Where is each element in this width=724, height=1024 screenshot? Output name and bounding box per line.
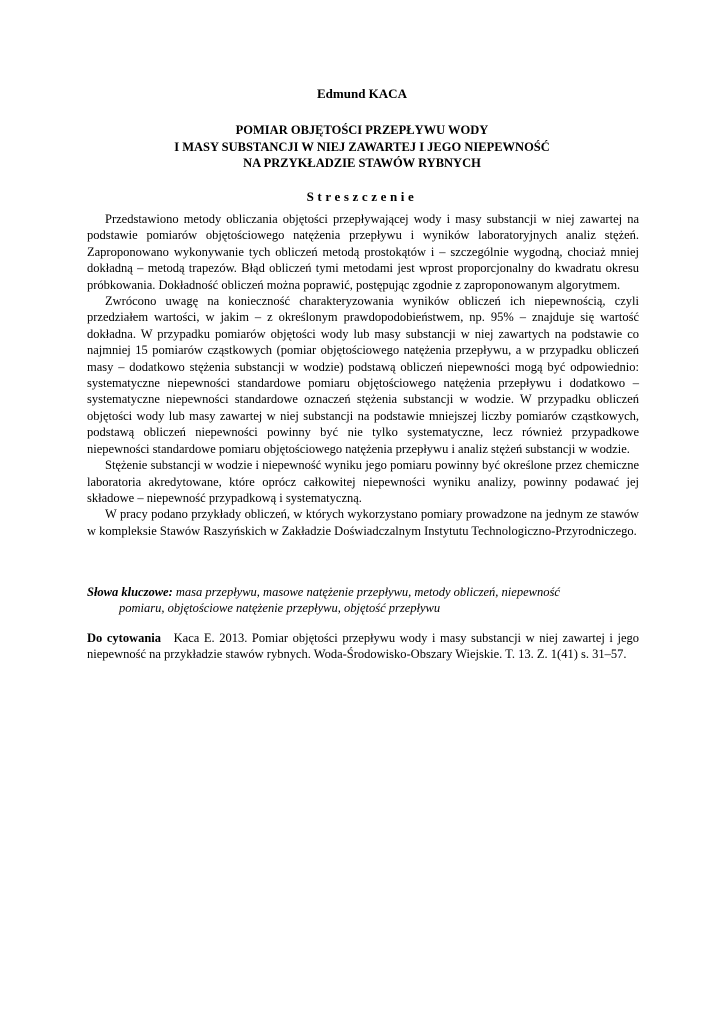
citation-block xyxy=(87,630,639,663)
paper-title xyxy=(0,122,724,172)
keywords-label: Słowa kluczowe: xyxy=(87,585,176,599)
citation-text: Kaca E. 2013. Pomiar objętości przepływu wody i masy substancji w niej zawartej i jego niepewność na przykładzie stawów rybnych. Woda-Środowisko-Obszary Wiejskie. T. 13. Z. 1(41) s. 31–57. xyxy=(87,631,640,662)
title-line-3: NA PRZYKŁADZIE STAWÓW RYBNYCH xyxy=(243,156,481,170)
author-name: Edmund KACA xyxy=(317,86,407,101)
keywords-line-1: masa przepływu, masowe natężenie przepływu, metody obliczeń, niepewność xyxy=(175,585,560,599)
keywords-line-2: pomiaru, objętościowe natężenie przepływu, objętość przepływu xyxy=(119,601,441,616)
title-line-2: I MASY SUBSTANCJI W NIEJ ZAWARTEJ I JEGO NIEPEWNOŚĆ xyxy=(174,139,550,154)
abstract-paragraph: Przedstawiono metody obliczania objętości przepływającej wody i masy substancji w niej zawartej na podstawie pomiarów objętościowego natężenia przepływu i wyników laboratoryjnych analiz stężeń. Zaproponowano wykonywanie tych obliczeń metodą prostokątów i – szczególnie wygodną, chociaż mniej dokładną – metodą trapezów. Błąd obliczeń tymi metodami jest wprost proporcjonalny do kwadratu okresu próbkowania. Dokładność obliczeń można poprawić, postępując zgodnie z zaproponowanym algorytmem. xyxy=(87,212,639,292)
abstract-heading: Streszczenie xyxy=(306,189,418,204)
citation-label: Do cytowania xyxy=(87,631,162,645)
title-line-1: POMIAR OBJĘTOŚCI PRZEPŁYWU WODY xyxy=(235,123,489,137)
abstract-paragraph: W pracy podano przykłady obliczeń, w których wykorzystano pomiary prowadzone na jednym ze stawów w kompleksie Stawów Raszyńskich w Zakładzie Doświadczalnym Instytutu Technologiczno-Przyrodniczego. xyxy=(87,507,639,538)
abstract-paragraph: Stężenie substancji w wodzie i niepewność wyniku jego pomiaru powinny być określone przez chemiczne laboratoria akredytowane, które oprócz całkowitej niepewności wyniku analizy, powinny podawać jej składowe – niepewność przypadkową i systematyczną. xyxy=(87,458,639,505)
abstract-body xyxy=(87,211,639,539)
abstract-paragraph: Zwrócono uwagę na konieczność charakteryzowania wyników obliczeń ich niepewnością, czyli przedziałem wartości, w jakim – z określonym prawdopodobieństwem, np. 95% – znajduje się wartość dokładna. W przypadku pomiarów objętości wody lub masy substancji w niej zawartych na podstawie co najmniej 15 pomiarów cząstkowych (pomiar objętościowego natężenia przepływu, a w przypadku obliczeń masy – dodatkowo stężenia substancji w wodzie) podstawą obliczeń niepewności mogą być odpowiednio: systematyczne niepewności standardowe pomiaru objętościowego natężenia przepływu i dodatkowo – systematyczne niepewności standardowe oznaczeń stężenia substancji w wodzie. W przypadku obliczeń objętości wody lub masy zawartej w niej substancji na podstawie mniejszej liczby pomiarów cząstkowych, podstawą obliczeń niepewności powinny być nie tylko systematyczne, lecz również przypadkowe niepewności standardowe pomiaru objętościowego natężenia przepływu i analiz stężeń substancji w wodzie. xyxy=(87,294,639,456)
keywords-block xyxy=(87,584,639,617)
